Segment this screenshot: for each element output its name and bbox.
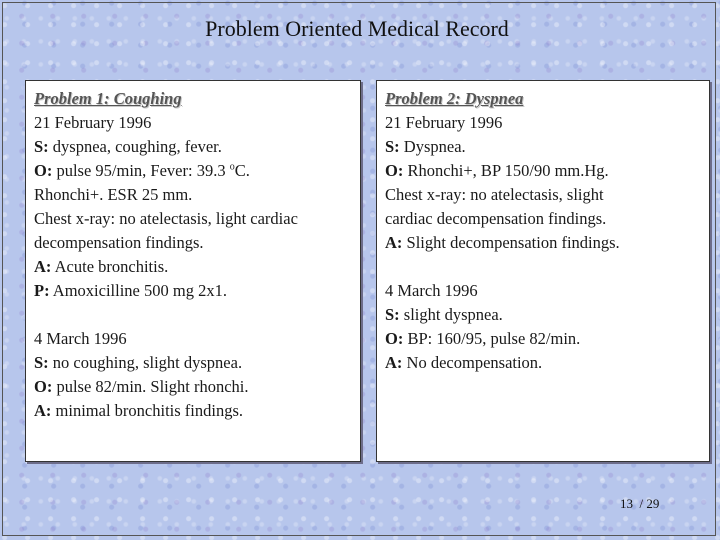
problem-2-visit-1-xray-line-1: Chest x-ray: no atelectasis, slight [385, 185, 604, 204]
problem-2-heading: Problem 2: Dyspnea [385, 89, 524, 108]
problem-2-visit-1-xray-line-2: cardiac decompensation findings. [385, 209, 607, 228]
problem-1-visit-1-objective-cont: Rhonchi+. ESR 25 mm. [34, 185, 193, 204]
problem-1-visit-2-subjective: S: no coughing, slight dyspnea. [34, 353, 243, 372]
problem-1-visit-1-xray-line-2: decompensation findings. [34, 233, 204, 252]
page-number: 13 / 29 [620, 496, 660, 511]
problem-2-visit-1-date: 21 February 1996 [385, 113, 503, 132]
problem-2-visit-1-objective: O: Rhonchi+, BP 150/90 mm.Hg. [385, 161, 609, 180]
problem-1-visit-1-objective: O: pulse 95/min, Fever: 39.3 $^o$C. [34, 161, 250, 180]
problem-1-visit-1-date: 21 February 1996 [34, 113, 152, 132]
problem-1-visit-1-xray-line-1: Chest x-ray: no atelectasis, light cardiac [34, 209, 298, 228]
problem-2-visit-2-objective: O: BP: 160/95, pulse 82/min. [385, 329, 581, 348]
problem-2-visit-2-subjective: S: slight dyspnea. [385, 305, 503, 324]
problem-1-visit-2-date: 4 March 1996 [34, 329, 127, 348]
problem-1-visit-1-subjective: S: dyspnea, coughing, fever. [34, 137, 222, 156]
problem-1-heading: Problem 1: Coughing [34, 89, 182, 108]
slide-title: Problem Oriented Medical Record [205, 16, 509, 41]
problem-1-visit-1-assessment: A: Acute bronchitis. [34, 257, 169, 276]
problem-2-visit-1-assessment: A: Slight decompensation findings. [385, 233, 620, 252]
problem-1-visit-1-plan: P: Amoxicilline 500 mg 2x1. [34, 281, 227, 300]
problem-2-panel [376, 80, 710, 462]
problem-2-visit-2-date: 4 March 1996 [385, 281, 478, 300]
problem-1-panel [25, 80, 361, 462]
problem-1-visit-2-objective: O: pulse 82/min. Slight rhonchi. [34, 377, 249, 396]
problem-2-visit-1-subjective: S: Dyspnea. [385, 137, 466, 156]
problem-2-visit-2-assessment: A: No decompensation. [385, 353, 543, 372]
problem-1-visit-2-assessment: A: minimal bronchitis findings. [34, 401, 243, 420]
